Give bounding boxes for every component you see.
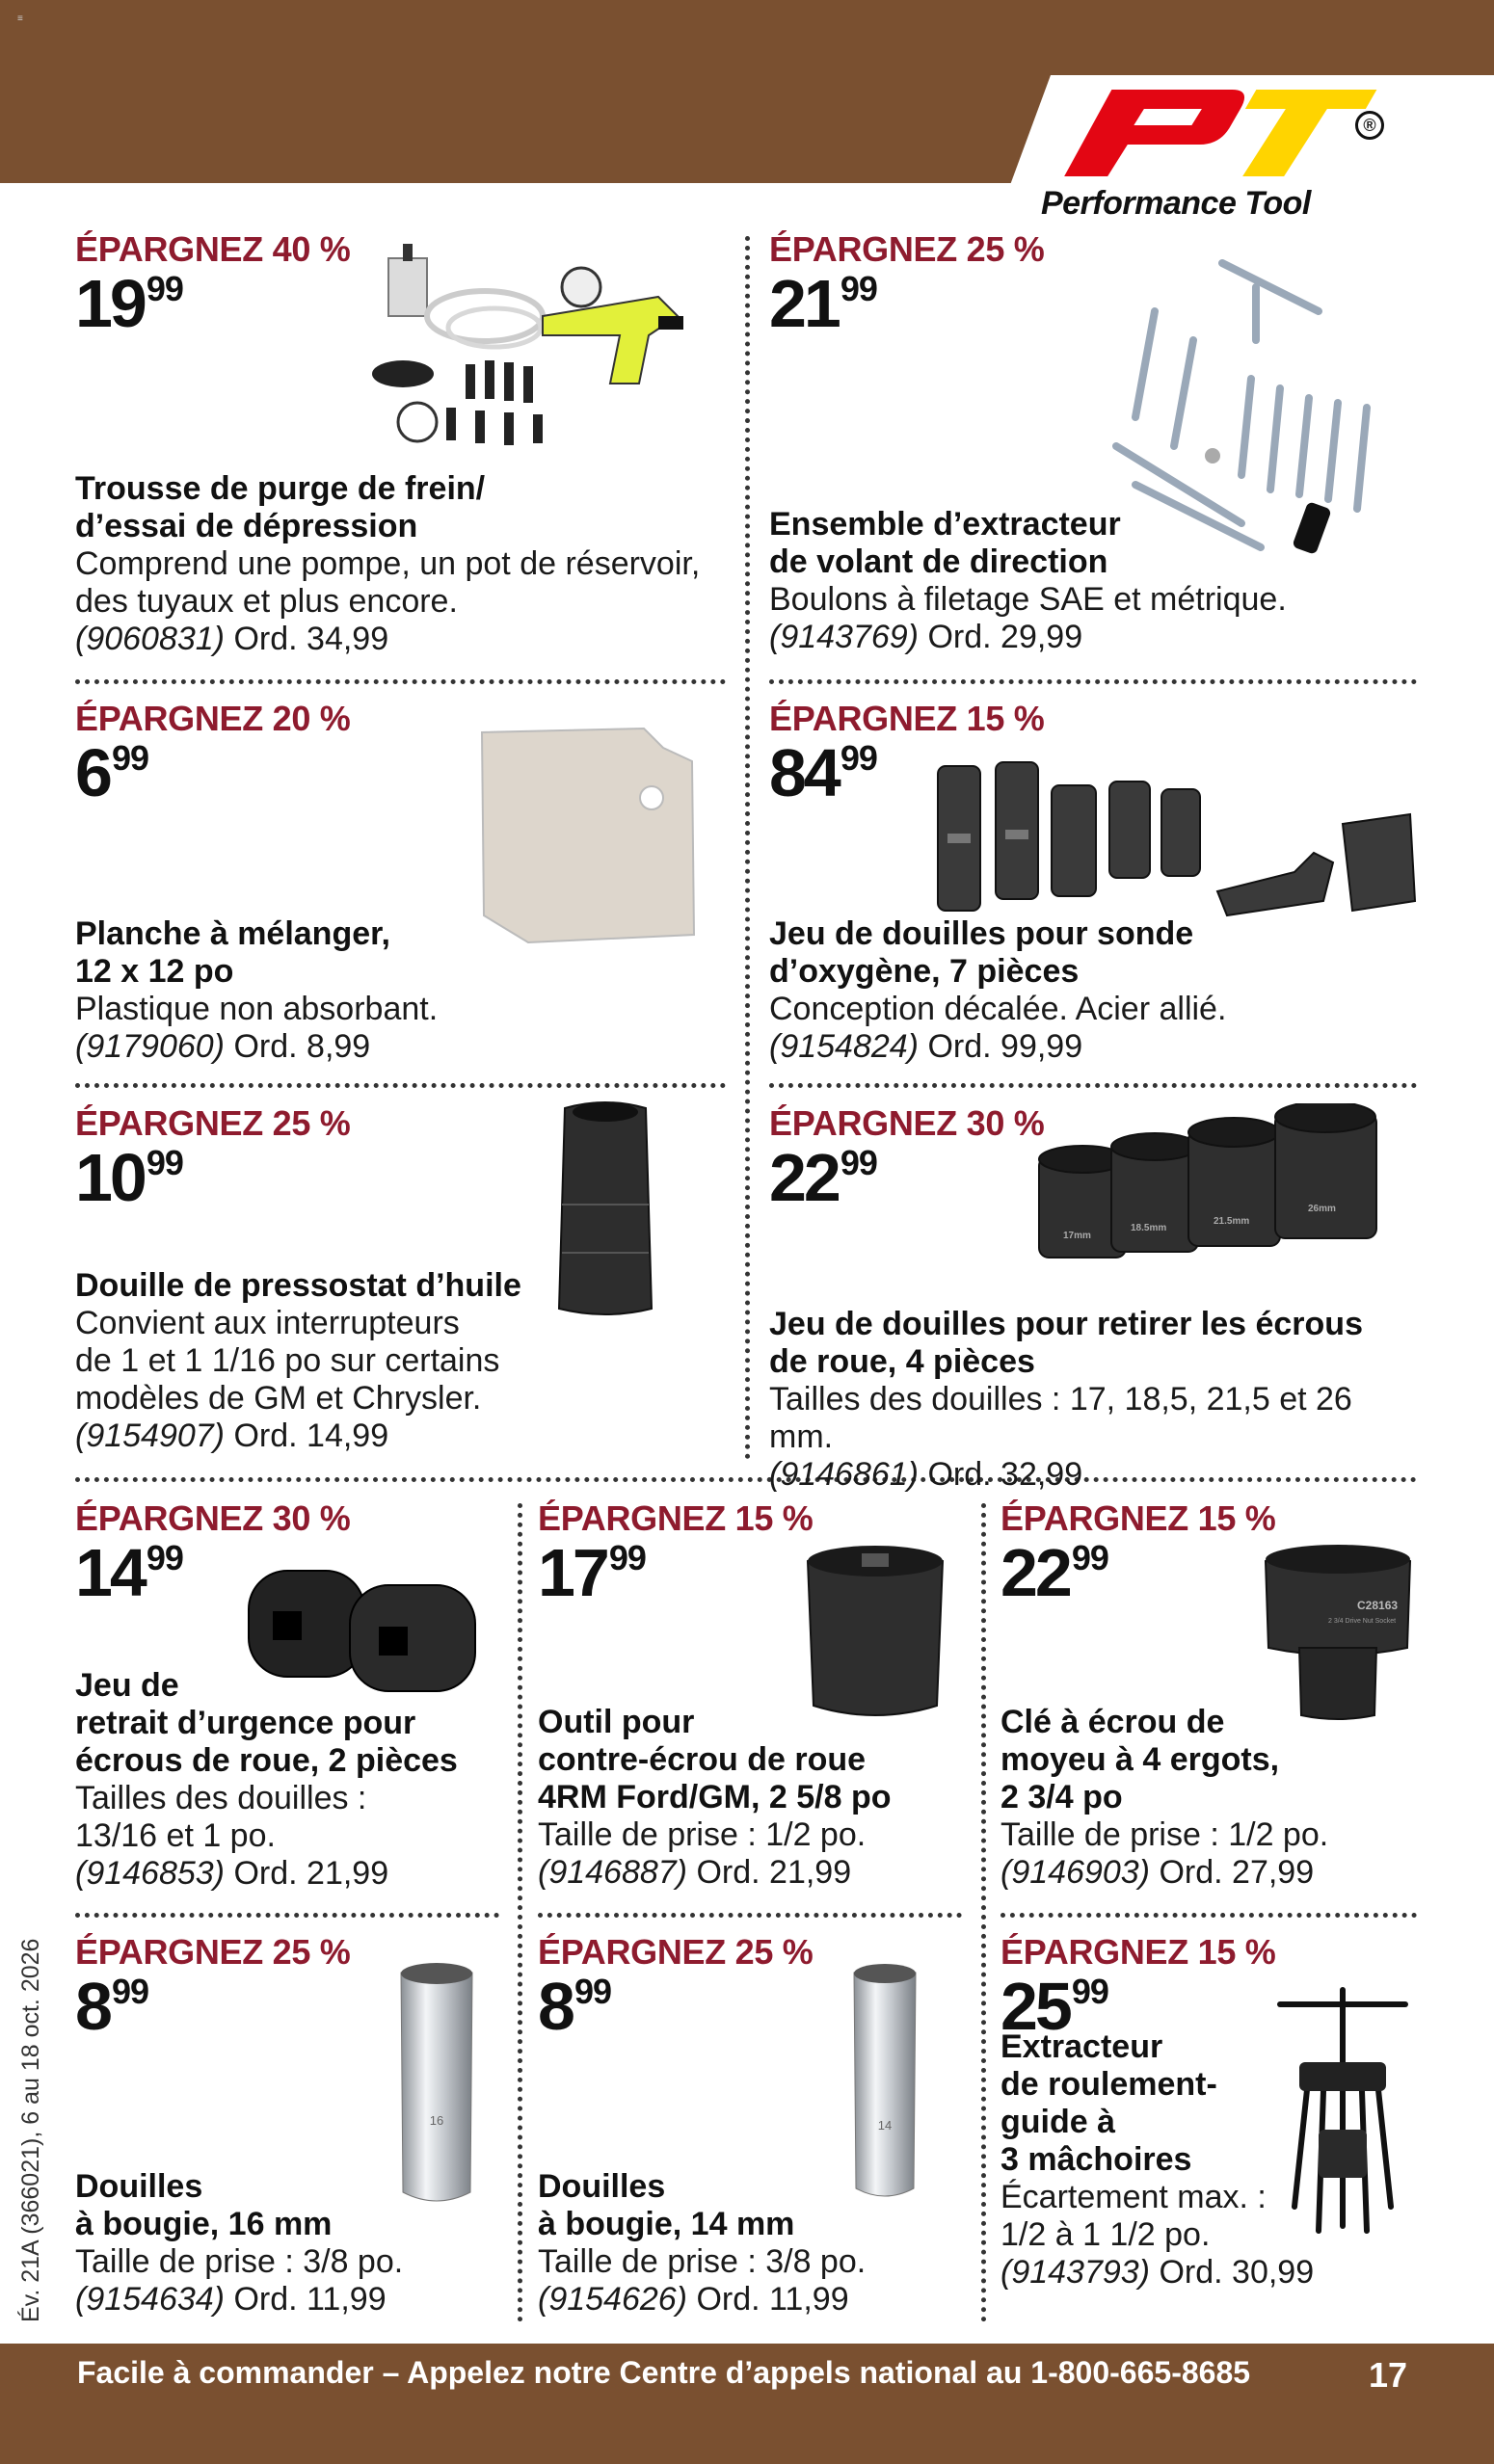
- product-name: Planche à mélanger, 12 x 12 po: [75, 915, 390, 990]
- product-card[interactable]: [75, 699, 731, 1070]
- price: $8^{99}$: [538, 1969, 611, 2044]
- discount-label: ÉPARGNEZ 20 %: [75, 699, 351, 738]
- discount-label: ÉPARGNEZ 15 %: [538, 1498, 814, 1538]
- price: $14^{99}$: [75, 1535, 183, 1610]
- product-card[interactable]: [75, 1498, 509, 1903]
- product-sku: (9143769) Ord. 29,99: [769, 619, 1083, 655]
- socket-size-label: 14: [877, 2118, 893, 2133]
- wrench-part-label: C28163: [1357, 1599, 1399, 1612]
- product-description: [75, 915, 438, 1066]
- discount-label: ÉPARGNEZ 25 %: [75, 1932, 351, 1972]
- product-name: Trousse de purge de frein/ d’essai de dépression: [75, 470, 486, 544]
- locknut-tool-icon: [798, 1542, 952, 1725]
- socket-label: 21.5mm: [1214, 1216, 1250, 1227]
- product-sku: (9154626) Ord. 11,99: [538, 2281, 849, 2318]
- discount-label: ÉPARGNEZ 15 %: [1000, 1498, 1276, 1538]
- discount-label: ÉPARGNEZ 25 %: [75, 1103, 351, 1143]
- product-details: Taille de prise : 3/8 po.: [75, 2243, 404, 2280]
- price: $21^{99}$: [769, 266, 877, 341]
- divider: [1000, 1913, 1417, 1918]
- product-sku: (9154824) Ord. 99,99: [769, 1028, 1083, 1065]
- divider: [538, 1913, 962, 1918]
- brake-bleeder-kit-icon: [350, 239, 716, 461]
- product-sku: (9179060) Ord. 8,99: [75, 1028, 371, 1065]
- product-name: Outil pour contre-écrou de roue 4RM Ford/GM, 2 5/8 po: [538, 1704, 892, 1815]
- product-name: Douilles à bougie, 14 mm: [538, 2168, 795, 2242]
- product-details: Convient aux interrupteurs de 1 et 1 1/16 po sur certains modèles de GM et Chrysler.: [75, 1305, 500, 1417]
- product-details: Taille de prise : 1/2 po.: [538, 1816, 867, 1853]
- product-sku: (9060831) Ord. 34,99: [75, 621, 389, 657]
- product-card[interactable]: [75, 229, 731, 663]
- header-mark: ≡: [17, 13, 23, 24]
- price: $17^{99}$: [538, 1535, 646, 1610]
- lug-nut-sockets-icon: [1034, 1103, 1401, 1272]
- price: $22^{99}$: [1000, 1535, 1108, 1610]
- product-sku: (9143793) Ord. 30,99: [1000, 2254, 1315, 2291]
- socket-label: 18.5mm: [1131, 1223, 1167, 1233]
- price: $19^{99}$: [75, 266, 183, 341]
- price: $6^{99}$: [75, 735, 148, 810]
- product-sku: (9146903) Ord. 27,99: [1000, 1854, 1315, 1891]
- product-description: [75, 1667, 458, 1893]
- discount-label: ÉPARGNEZ 40 %: [75, 229, 351, 269]
- oxygen-sensor-sockets-icon: [928, 756, 1420, 930]
- socket-label: 17mm: [1063, 1231, 1091, 1241]
- product-sku: (9154907) Ord. 14,99: [75, 1417, 389, 1454]
- product-description: [75, 1267, 521, 1455]
- product-name: Ensemble d’extracteur de volant de direction: [769, 506, 1121, 580]
- discount-label: ÉPARGNEZ 30 %: [769, 1103, 1045, 1143]
- product-sku: (9146853) Ord. 21,99: [75, 1855, 389, 1892]
- spark-plug-socket-16-icon: [393, 1961, 480, 2212]
- price: $25^{99}$: [1000, 1969, 1108, 2044]
- divider: [75, 1083, 726, 1088]
- socket-label: 26mm: [1308, 1204, 1336, 1214]
- product-details: Taille de prise : 1/2 po.: [1000, 1816, 1329, 1853]
- product-details: Taille de prise : 3/8 po.: [538, 2243, 867, 2280]
- oil-pressure-socket-icon: [547, 1099, 663, 1320]
- product-card[interactable]: [538, 1498, 976, 1903]
- product-name: Jeu de retrait d’urgence pour écrous de roue, 2 pièces: [75, 1667, 458, 1779]
- product-card[interactable]: [1000, 1932, 1425, 2337]
- product-sku: (9146861) Ord. 32,99: [769, 1456, 1083, 1493]
- discount-label: ÉPARGNEZ 15 %: [1000, 1932, 1276, 1972]
- price: $10^{99}$: [75, 1140, 183, 1215]
- product-sku: (9154634) Ord. 11,99: [75, 2281, 387, 2318]
- brand-name: Performance Tool: [1041, 185, 1311, 222]
- product-name: Extracteur de roulement- guide à 3 mâchoires: [1000, 2028, 1217, 2178]
- product-description: [538, 1704, 891, 1892]
- discount-label: ÉPARGNEZ 25 %: [769, 229, 1045, 269]
- product-description: [769, 1306, 1425, 1494]
- discount-label: ÉPARGNEZ 25 %: [538, 1932, 814, 1972]
- product-details: Boulons à filetage SAE et métrique.: [769, 581, 1287, 618]
- product-description: [769, 506, 1287, 656]
- product-details: Tailles des douilles : 17, 18,5, 21,5 et 26 mm.: [769, 1381, 1352, 1455]
- wrench-small-label: 2 3/4 Drive Nut Socket: [1328, 1618, 1397, 1625]
- product-card[interactable]: [75, 1103, 731, 1470]
- product-description: [75, 2168, 403, 2318]
- product-name: Douilles à bougie, 16 mm: [75, 2168, 333, 2242]
- divider: [75, 679, 726, 684]
- divider: [75, 1913, 499, 1918]
- product-card[interactable]: [538, 1932, 976, 2337]
- registered-mark: ®: [1355, 111, 1384, 140]
- mixing-board-icon: [470, 723, 702, 949]
- socket-size-label: 16: [429, 2113, 444, 2128]
- divider: [981, 1503, 986, 2322]
- product-details: Plastique non absorbant.: [75, 991, 439, 1027]
- product-description: [538, 2168, 866, 2318]
- product-description: [1000, 1704, 1328, 1892]
- product-description: [75, 470, 700, 658]
- product-name: Jeu de douilles pour sonde d’oxygène, 7 pièces: [769, 915, 1194, 990]
- discount-label: ÉPARGNEZ 30 %: [75, 1498, 351, 1538]
- edition-note: Év. 21A (366021), 6 au 18 oct. 2026: [17, 1938, 44, 2322]
- divider: [769, 679, 1417, 684]
- product-card[interactable]: [1000, 1498, 1425, 1903]
- product-description: [769, 915, 1226, 1066]
- discount-label: ÉPARGNEZ 15 %: [769, 699, 1045, 738]
- product-sku: (9146887) Ord. 21,99: [538, 1854, 852, 1891]
- price: $84^{99}$: [769, 735, 877, 810]
- product-details: Comprend une pompe, un pot de réservoir, des tuyaux et plus encore.: [75, 545, 701, 620]
- price: $8^{99}$: [75, 1969, 148, 2044]
- product-description: [1000, 2028, 1314, 2292]
- page-number: 17: [1369, 2355, 1408, 2395]
- product-details: Conception décalée. Acier allié.: [769, 991, 1227, 1027]
- product-details: Écartement max. : 1/2 à 1 1/2 po.: [1000, 2179, 1267, 2253]
- product-card[interactable]: [75, 1932, 509, 2337]
- product-details: Tailles des douilles : 13/16 et 1 po.: [75, 1780, 367, 1854]
- product-name: Clé à écrou de moyeu à 4 ergots, 2 3/4 po: [1000, 1704, 1280, 1815]
- performance-tool-logo-icon: [1055, 85, 1402, 181]
- divider: [769, 1083, 1417, 1088]
- divider: [518, 1503, 522, 2322]
- product-card[interactable]: [769, 229, 1425, 663]
- price: $22^{99}$: [769, 1140, 877, 1215]
- footer-phone-text[interactable]: Facile à commander – Appelez notre Centre d’appels national au 1-800-665-8685: [77, 2355, 1251, 2390]
- divider: [745, 236, 750, 1460]
- product-card[interactable]: [769, 699, 1425, 1070]
- product-name: Jeu de douilles pour retirer les écrous de roue, 4 pièces: [769, 1306, 1363, 1380]
- product-name: Douille de pressostat d’huile: [75, 1267, 521, 1304]
- product-card[interactable]: [769, 1103, 1425, 1493]
- hub-nut-wrench-icon: [1261, 1542, 1415, 1725]
